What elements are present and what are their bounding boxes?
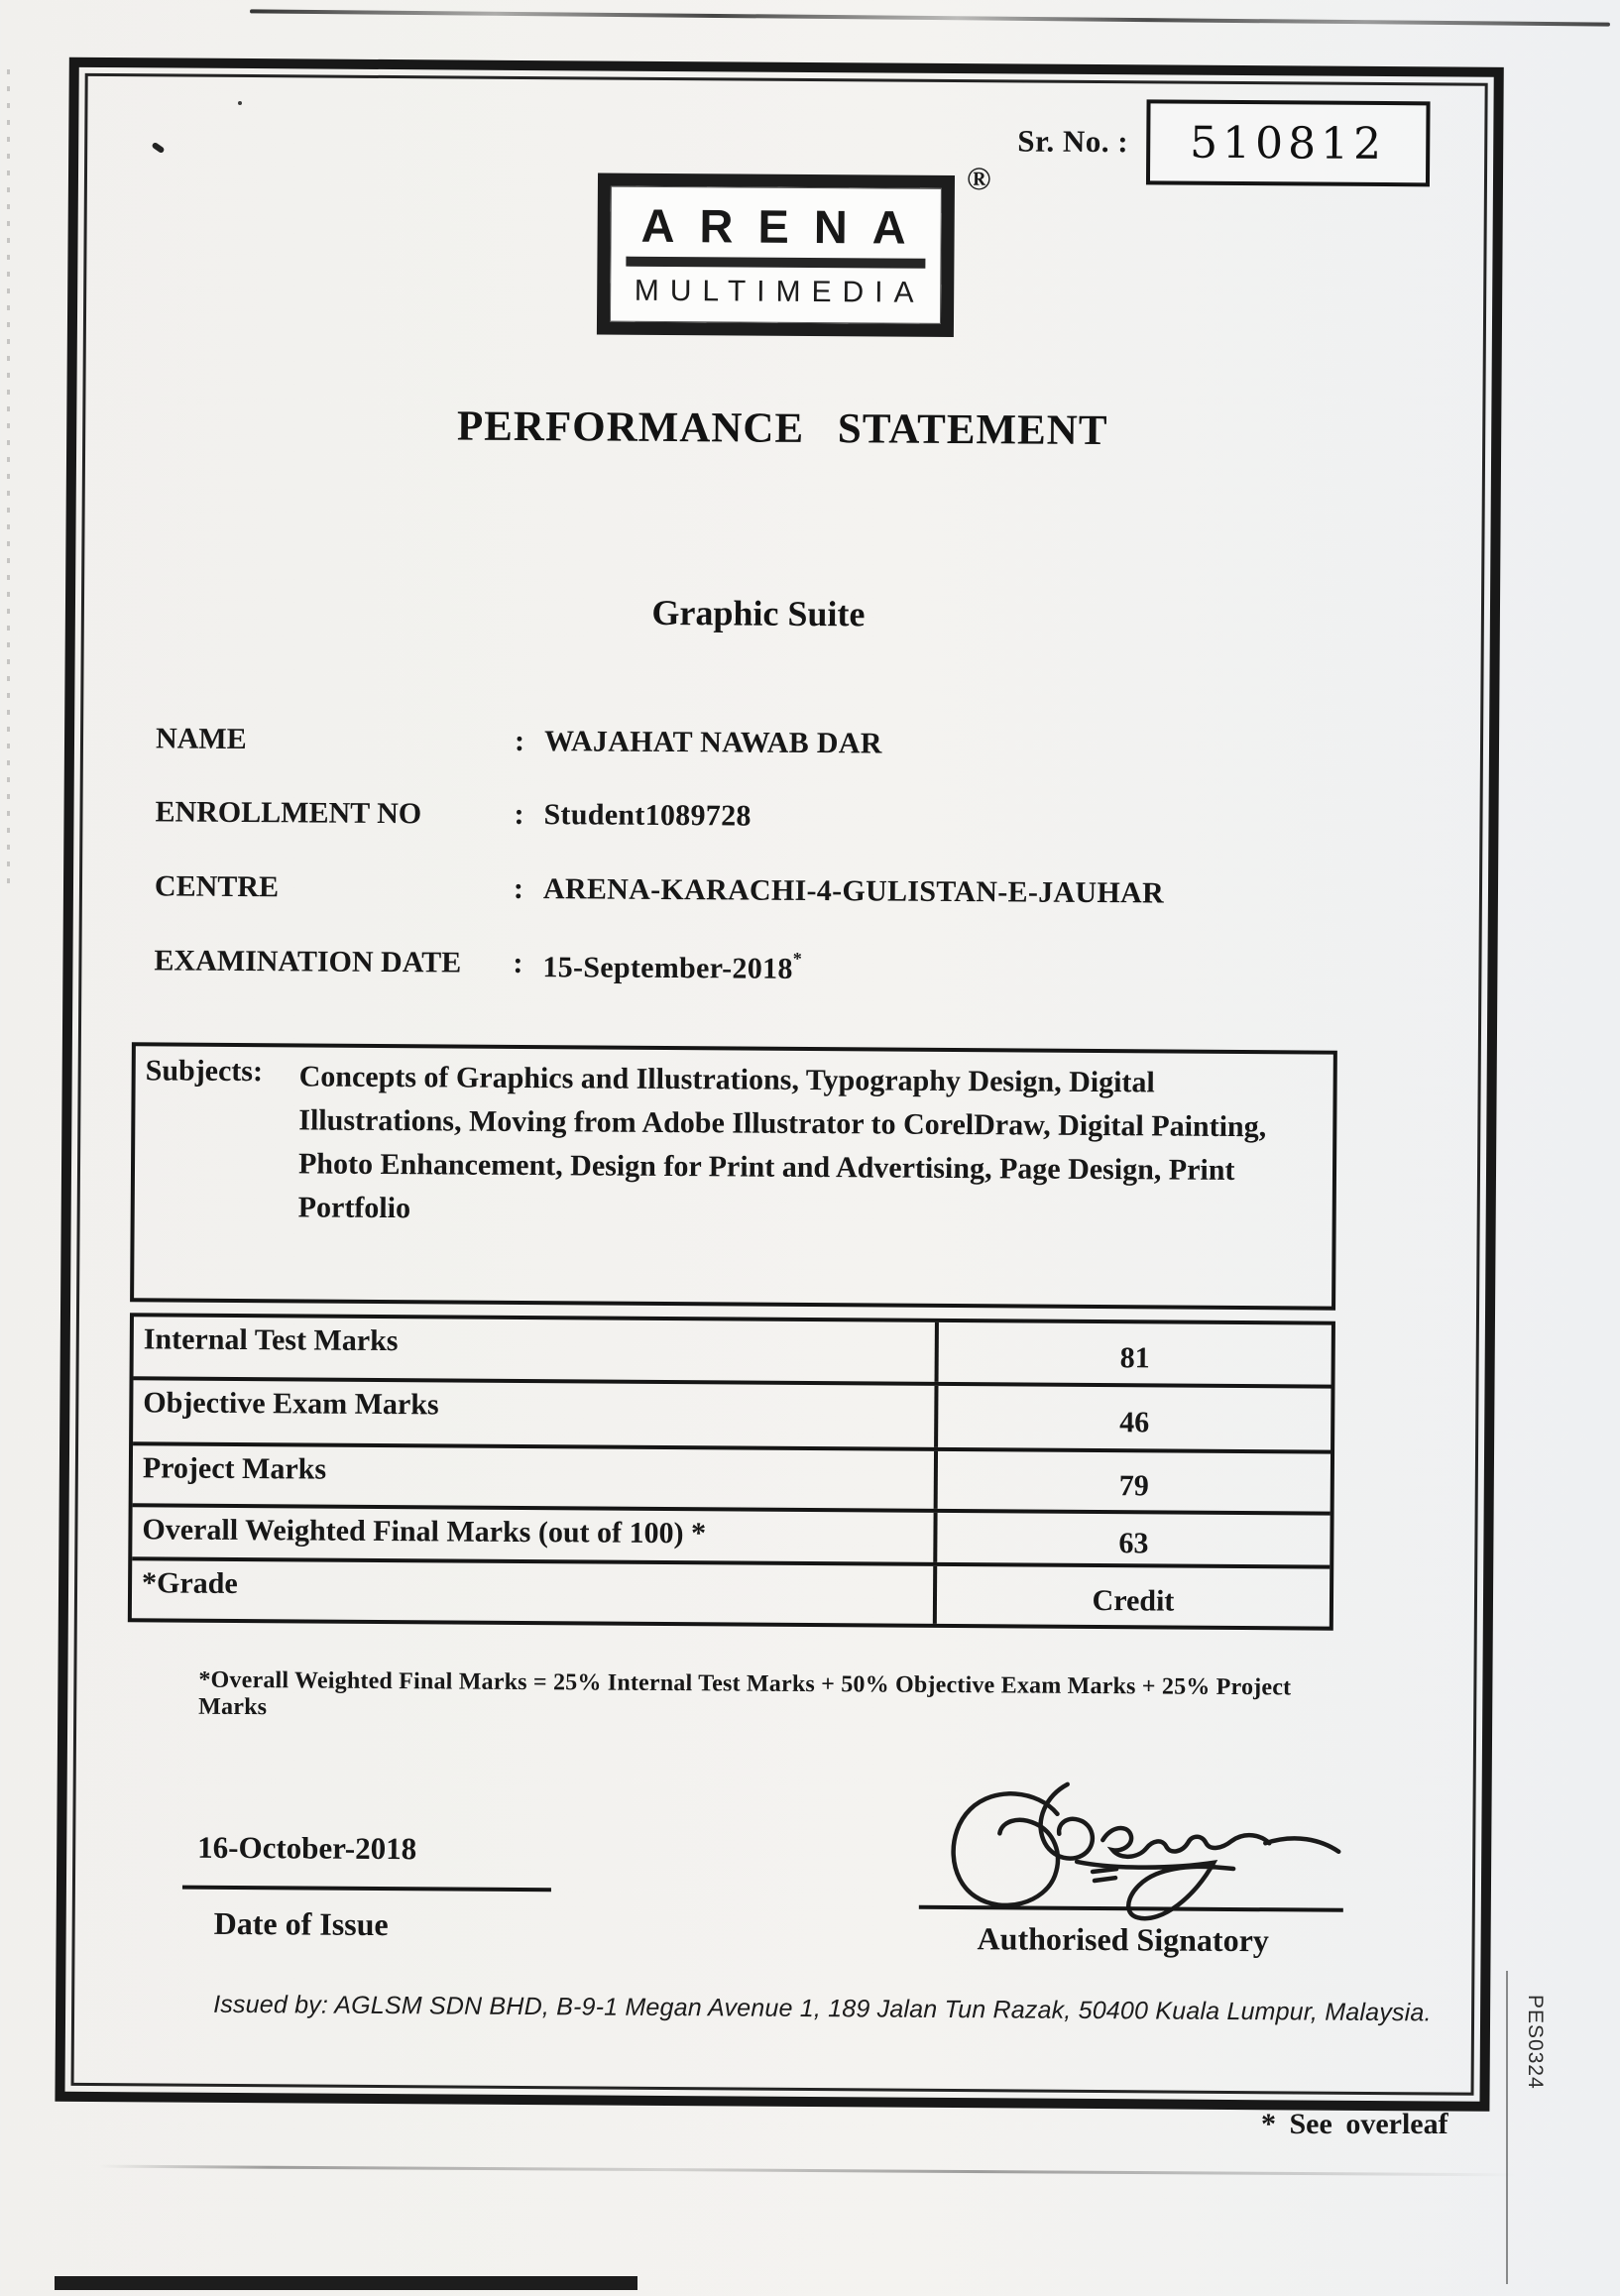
subjects-label: Subjects: [145,1054,264,1089]
asterisk-superscript: * [792,948,803,969]
field-separator: : [513,871,524,905]
field-label: NAME [155,722,247,756]
issued-by-line: Issued by: AGLSM SDN BHD, B-9-1 Megan Avenue 1, 189 Jalan Tun Razak, 50400 Kuala Lumpur, Malaysia. [213,1990,1432,2027]
registered-trademark-icon: ® [966,162,991,198]
table-row [132,1507,1330,1568]
field-value-text: 15-September-2018 [542,951,793,985]
weighting-footnote: *Overall Weighted Final Marks = 25% Internal Test Marks + 50% Objective Exam Marks + 25% Project Marks [198,1666,1292,1721]
row-label: *Grade [132,1560,937,1624]
field-value: ARENA-KARACHI-4-GULISTAN-E-JAUHAR [542,872,1165,910]
field-value [542,947,802,986]
date-of-issue-label: Date of Issue [213,1904,389,1943]
table-row [134,1317,1331,1388]
logo-multimedia-text: MULTIMEDIA [634,274,925,309]
arena-multimedia-logo [597,162,991,337]
field-row-centre [155,869,1344,923]
row-value: 81 [1119,1341,1150,1375]
row-value: 63 [1118,1527,1149,1560]
row-value: 79 [1118,1469,1149,1503]
row-label: Project Marks [133,1445,938,1509]
field-row-enrollment [155,795,1344,849]
row-label: Internal Test Marks [134,1317,939,1382]
field-row-examination-date [154,944,1343,997]
row-label: Objective Exam Marks [133,1380,938,1447]
serial-number-value: 510812 [1189,117,1387,170]
page-title: PERFORMANCE STATEMENT [456,402,1108,455]
subjects-list: Concepts of Graphics and Illustrations, Typography Design, Digital Illustrations, Moving from Adobe Illustrator to CorelDraw, Digital Painting, Photo Enhancement, Design for Print and Advertising, Page Design, Print Portfolio [297,1060,1267,1225]
field-label: EXAMINATION DATE [154,944,462,979]
field-label: ENROLLMENT NO [155,795,422,831]
field-value: WAJAHAT NAWAB DAR [543,725,882,760]
serial-number-row [1017,98,1430,186]
field-label: CENTRE [154,869,280,904]
field-separator: : [514,724,525,757]
serial-number-box [1146,99,1431,186]
field-value: Student1089728 [543,798,752,833]
see-overleaf-note: * See overleaf [1261,2108,1448,2140]
authorised-signatory-label: Authorised Signatory [977,1920,1269,1959]
table-row [133,1445,1331,1515]
subjects-box [130,1042,1337,1310]
field-separator: : [513,946,523,979]
course-title: Graphic Suite [651,592,866,634]
field-row-name [156,722,1345,775]
logo-box [597,172,955,337]
signature-scribble [916,1774,1343,1945]
issue-date: 16-October-2018 [197,1829,417,1867]
form-code-vertical: PES0324 [1524,1995,1547,2090]
marks-table [128,1313,1335,1630]
logo-divider-rule [626,257,925,269]
table-row [133,1380,1331,1453]
row-label: Overall Weighted Final Marks (out of 100) * [132,1507,937,1562]
row-value: 46 [1119,1406,1150,1439]
field-separator: : [514,797,524,831]
serial-number-label: Sr. No. : [1017,123,1129,160]
row-value: Credit [1092,1584,1175,1618]
table-row-grade [132,1560,1330,1626]
logo-arena-text: ARENA [640,198,931,254]
